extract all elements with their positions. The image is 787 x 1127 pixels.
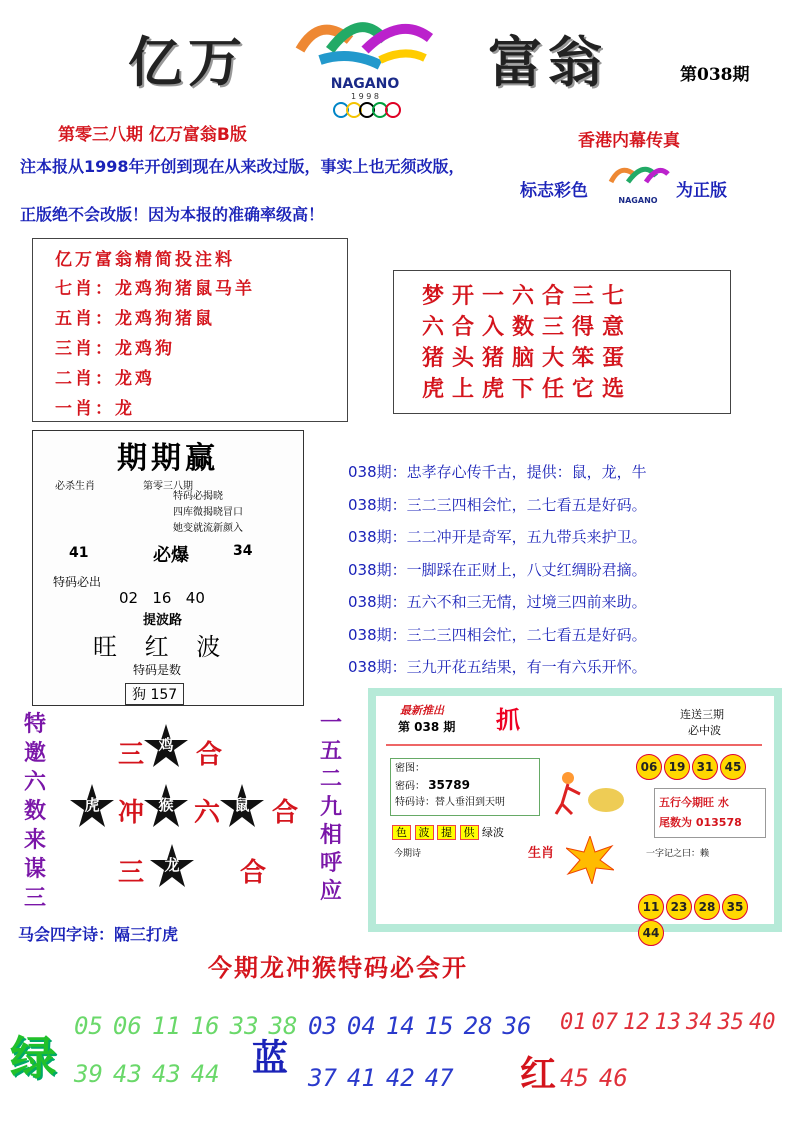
scan-special-line: 特码必出 [53, 575, 102, 589]
scan-right-line: 她变就流新颜入 [173, 523, 243, 534]
ball: 11 [638, 894, 664, 920]
ad-new-label: 最新推出 [400, 704, 444, 717]
record-line: 038期：二二冲开是奇军，五九带兵来护卫。 [348, 528, 647, 546]
ball: 23 [666, 894, 692, 920]
olympic-rings-icon [290, 102, 440, 122]
intro-line-1: 注本报从1998年开创到现在从来改过版，事实上也无须改版， [20, 157, 465, 176]
record-line: 038期：一脚踩在正财上，八丈红绸盼君摘。 [348, 560, 647, 579]
poem-box [393, 270, 731, 414]
poem-line: 猪头猪脑大笨蛋 [422, 346, 633, 371]
edition-line: 第零三八期 亿万富翁B版 [58, 125, 247, 145]
ad-wuxing-box: 五行今期旺 水 尾数为 013578 [654, 788, 766, 838]
special-label: 特码是数 [133, 663, 182, 677]
records-list [348, 456, 647, 684]
banner: 今期龙冲猴特码必会开 [208, 954, 468, 982]
star-top-left: 三 [118, 740, 145, 770]
scan-right-line: 四库微揭晓冒口 [173, 507, 243, 518]
ball: 35 [722, 894, 748, 920]
zodiac-title: 亿万富翁精简投注料 [55, 250, 235, 270]
ad-blank-area [524, 696, 624, 740]
record-line: 038期：三二三四相会忙，二七看五是好码。 [348, 495, 647, 514]
ad-wave-label: 必中波 [688, 724, 721, 737]
ad-cartoon [550, 764, 630, 818]
scan-right-line: 特码必揭晓 [173, 491, 223, 502]
vertical-right: 一五二九相呼应 [320, 711, 343, 904]
ad-top-balls [636, 754, 748, 780]
star-dragon-icon: 龙 [148, 842, 196, 890]
star-rooster-icon: 鸡 [142, 722, 190, 770]
star-rat-icon: 鼠 [218, 782, 266, 830]
red-label: 红 [520, 1054, 557, 1095]
ad-bottom-balls [638, 894, 774, 946]
zodiac-row: 二肖：龙鸡 [55, 369, 155, 389]
poem-line: 六合入数三得意 [422, 315, 633, 340]
green-row-1: 05 06 11 16 33 38 [74, 1012, 298, 1040]
scan-box [32, 430, 304, 706]
wave-text: 旺 红 波 [93, 633, 231, 661]
title-right: 富翁 [488, 30, 608, 94]
poem-line: 梦开一六合三七 [422, 284, 633, 309]
nagano-logo: NAGANO 1 9 9 8 [290, 10, 440, 110]
vertical-left: 特邀六数来谋三 [24, 712, 47, 911]
burst-left: 41 [69, 545, 89, 561]
logo-color-left: 标志彩色 [520, 181, 588, 201]
ball: 45 [720, 754, 746, 780]
record-line: 038期：忠孝存心传千古，提供：鼠，龙，牛 [348, 463, 647, 481]
star-bot-right: 合 [240, 858, 267, 888]
zodiac-row: 五肖：龙鸡狗猪鼠 [55, 309, 215, 329]
blue-row-1: 03 04 14 15 28 36 [308, 1012, 532, 1040]
logo-color-right: 为正版 [676, 181, 727, 201]
zodiac-row: 一肖：龙 [55, 399, 135, 419]
scan-title: 期期赢 [117, 441, 219, 476]
ball: 44 [638, 920, 664, 946]
zodiac-box [32, 238, 348, 422]
red-row-2: 45 46 [560, 1064, 628, 1092]
green-label: 绿 [10, 1031, 56, 1085]
ball: 06 [636, 754, 662, 780]
nagano-flower-icon [290, 10, 440, 70]
horse-poem: 马会四字诗：隔三打虎 [18, 925, 179, 944]
zodiac-rows [55, 274, 347, 424]
zodiac-row: 三肖：龙鸡狗 [55, 339, 175, 359]
blue-row-2: 37 41 42 47 [308, 1064, 454, 1092]
record-line: 038期：三九开花五结果，有一有六乐开怀。 [348, 658, 647, 676]
blue-label: 蓝 [252, 1038, 289, 1079]
small-nagano-logo: NAGANO [606, 158, 670, 218]
star-bot-left: 三 [118, 858, 145, 888]
ad-code: 35789 [428, 778, 470, 792]
star-tiger-icon: 虎 [68, 782, 116, 830]
wave-label: 提波路 [143, 613, 183, 628]
record-line: 038期：三二三四相会忙，二七看五是好码。 [348, 625, 647, 644]
green-row-2: 39 43 43 44 [74, 1060, 220, 1088]
ad-panel: 最新推出 第 038 期 抓 连送三期 必中波 06 19 31 45 密图： 密码： 35789 特码诗：替人垂泪到天明 五行今期旺 水 尾数为 013578 色 波 提 供 绿波 生肖 今期诗 一字记之曰：赖 11 23 28 3544 [368, 688, 782, 932]
burst-icon [566, 836, 614, 884]
title-left: 亿万 [128, 30, 248, 94]
burst-mid: 必爆 [153, 545, 189, 566]
scan-left-label: 必杀生肖 [55, 481, 95, 492]
ad-three-label: 连送三期 [680, 708, 724, 721]
ball: 28 [694, 894, 720, 920]
scan-numbers: 02 16 40 [119, 589, 205, 607]
star-he: 合 [272, 798, 299, 828]
burst-right: 34 [233, 543, 253, 559]
ad-shengxiao: 生肖 [528, 846, 555, 861]
ad-tabs: 色 波 提 供 绿波 [392, 824, 504, 840]
issue-number: 第038期 [680, 65, 750, 85]
record-line: 038期：五六不和三无情，过境三四前来助。 [348, 593, 647, 611]
poem-line: 虎上虎下任它选 [422, 377, 633, 402]
star-top-right: 合 [196, 740, 223, 770]
intro-line-2: 正版绝不会改版！因为本报的准确率级高！ [20, 205, 325, 224]
zodiac-row: 七肖：龙鸡狗猪鼠马羊 [55, 279, 255, 299]
star-chong: 冲 [118, 798, 145, 828]
ad-brand: 一字记之曰：赖 [646, 849, 710, 859]
hk-fax: 香港内幕传真 [578, 131, 680, 151]
star-liu: 六 [194, 798, 221, 828]
scan-subtitle: 第零三八期 [143, 481, 193, 492]
red-row-1: 01 07 12 13 34 35 40 [560, 1010, 776, 1035]
ball: 31 [692, 754, 718, 780]
ball: 19 [664, 754, 690, 780]
star-monkey-icon: 猴 [142, 782, 190, 830]
ad-today: 今期诗 [394, 849, 422, 859]
ad-secret-box: 密图： 密码： 35789 特码诗：替人垂泪到天明 [390, 758, 540, 816]
ad-issue: 第 038 期 [398, 720, 456, 734]
dog-number: 狗 157 [125, 683, 184, 705]
